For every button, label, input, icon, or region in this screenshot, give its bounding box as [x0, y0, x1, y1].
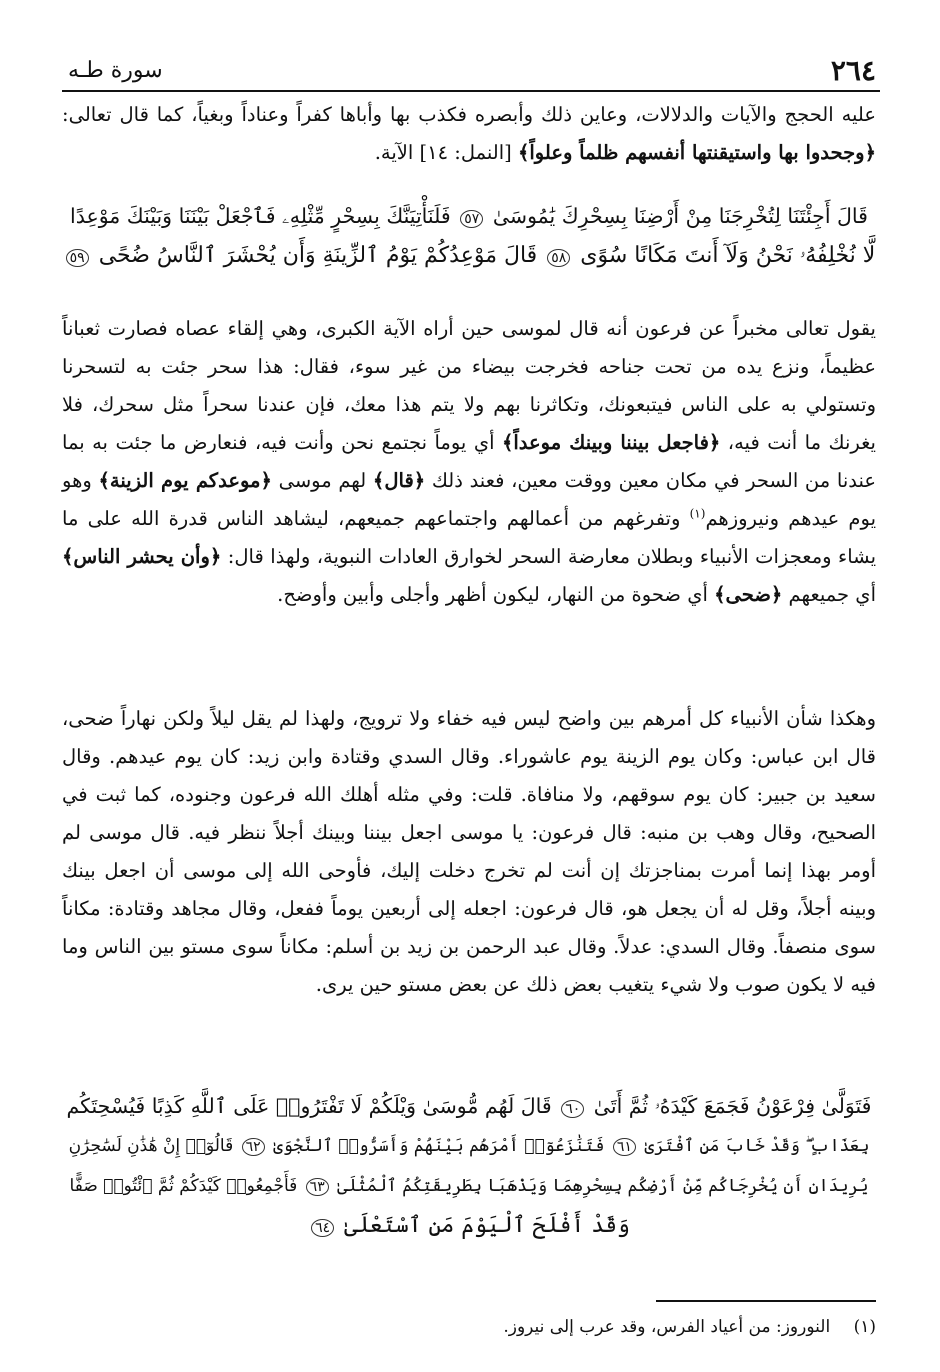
- ayah-marker-60: ٦٠: [561, 1100, 584, 1118]
- footnote: [300, 1314, 876, 1340]
- footnote-divider: [656, 1300, 876, 1302]
- paragraph-1: [62, 96, 876, 178]
- p2-quote-3: ﴿موعدكم يوم الزينة﴾: [98, 469, 272, 492]
- p2-text-2: أي يوماً نجتمع نحن وأنت فيه، فنعارض ما جئت به بما عندنا من السحر في مكان معين ووقت معين، فعند ذلك: [62, 431, 876, 492]
- paragraph-3: [62, 700, 876, 1068]
- verse-62: فَتَنَٰزَعُوٓا۟ أَمْرَهُم بَيْنَهُمْ وَأَسَرُّوا۟ ٱلنَّجْوَىٰ: [273, 1136, 605, 1156]
- p2-text-6: أي جميعهم: [782, 583, 876, 606]
- ayah-marker-59: ٥٩: [66, 249, 89, 267]
- p2-quote-1: ﴿فاجعل بيننا وبينك موعداً﴾: [501, 431, 721, 454]
- ayah-marker-63: ٦٣: [306, 1178, 329, 1196]
- verse-64-end: وَقَدْ أَفْلَحَ ٱلْيَوْمَ مَنِ ٱسْتَعْلَىٰ: [344, 1213, 630, 1238]
- quote-an-naml: ﴿وجحدوا بها واستيقنتها أنفسهم ظلماً وعلواً﴾: [517, 141, 876, 164]
- verse-61-end: بِعَذَابٍ ۖ وَقَدْ خَابَ مَنِ ٱفْتَرَىٰ: [644, 1136, 870, 1156]
- page-header: [62, 52, 880, 92]
- p2-text-3: لهم موسى: [271, 469, 373, 492]
- ayah-marker-62: ٦٢: [242, 1138, 265, 1156]
- surah-name: سورة طـه: [68, 58, 163, 83]
- verse-59: قَالَ مَوْعِدُكُمْ يَوْمُ ٱلزِّينَةِ وَأَن يُحْشَرَ ٱلنَّاسُ ضُحًى: [98, 243, 538, 268]
- verse-57: قَالَ أَجِئْتَنَا لِتُخْرِجَنَا مِنْ أَرْضِنَا بِسِحْرِكَ يَٰمُوسَىٰ: [492, 204, 868, 228]
- p2-quote-4: ﴿وأن يحشر الناس﴾: [62, 545, 222, 568]
- verse-64-start: فَأَجْمِعُوا۟ كَيْدَكُمْ ثُمَّ ٱئْتُوا۟ صَفًّا: [69, 1176, 298, 1196]
- verse-58-start: فَلَنَأْتِيَنَّكَ بِسِحْرٍ مِّثْلِهِۦ فَٱجْعَلْ بَيْنَنَا وَبَيْنَكَ مَوْعِدًا: [70, 204, 451, 228]
- ayah-marker-64: ٦٤: [311, 1219, 334, 1237]
- p2-text-5: وتفرغهم من أعمالهم واجتماعهم جميعهم، ليشاهد الناس قدرة الله على ما يشاء ومعجزات الأنبياء وبطلان معارضة السحر لخوارق العادات النبوية، ولهذا قال:: [62, 507, 876, 568]
- p2-text-7: أي ضحوة من النهار، ليكون أظهر وأجلى وأبين وأوضح.: [277, 583, 715, 606]
- verse-63-end: يُرِيدَانِ أَن يُخْرِجَاكُم مِّنْ أَرْضِكُم بِسِحْرِهِمَا وَيَذْهَبَا بِطَرِيقَتِكُمُ ٱلْمُثْلَىٰ: [337, 1176, 869, 1196]
- verse-60: فَتَوَلَّىٰ فِرْعَوْنُ فَجَمَعَ كَيْدَهُۥ ثُمَّ أَتَىٰ: [593, 1094, 872, 1118]
- paragraph-1-text-b: [النمل: ١٤] الآية.: [374, 141, 518, 164]
- ayah-marker-57: ٥٧: [460, 210, 483, 228]
- p2-quote-2: ﴿قال﴾: [372, 469, 426, 492]
- p2-text-1: يقول تعالى مخبراً عن فرعون أنه قال لموسى حين أراه الآية الكبرى، وهي إلقاء عصاه فصارت ثعباناً عظيماً، ونزع يده من تحت جناحه فخرجت بيضاء من غير سوء، فقال: هذا سحر جئت به لتسحرنا وتستولي به على الناس فيتبعونك، وتكاثرنا بهم ولا يتم هذا معك، فإن عندنا سحراً مثل سحرك، فلا يغرنك ما أنت فيه،: [62, 317, 876, 454]
- ayah-marker-61: ٦١: [613, 1138, 636, 1156]
- page-number: ٢٦٤: [830, 54, 876, 87]
- p2-quote-5: ﴿ضحى﴾: [714, 583, 783, 606]
- p2-text-4: وهو يوم عيدهم ونيروزهم: [62, 469, 877, 530]
- paragraph-1-text-a: عليه الحجج والآيات والدلالات، وعاين ذلك وأبصره فكذب بها وأباها كفراً وعناداً وبغياً، كما قال تعالى:: [62, 103, 876, 126]
- footnote-number: (١): [853, 1317, 876, 1337]
- footnote-reference[interactable]: (١): [689, 506, 706, 521]
- paragraph-3-text: وهكذا شأن الأنبياء كل أمرهم بين واضح ليس فيه خفاء ولا ترويج، ولهذا لم يقل ليلاً ولكن نهاراً ضحى، قال ابن عباس: وكان يوم الزينة يوم عاشوراء. وقال السدي وقتادة وابن زيد: كان يوم عيدهم. وقال سعيد بن جبير: كان يوم سوقهم، ولا منافاة. قلت: وفي مثله أهلك الله فرعون وجنوده، كما ثبت في الصحيح، وقال وهب بن منبه: قال فرعون: يا موسى اجعل بيننا وبينك أجلاً ننظر فيه. قال موسى لم أومر بهذا إنما أمرت بمناجزتك إن أنت لم تخرج دخلت إليك، فأوحى الله إلى موسى أن اجعل بينك وبينه أجلاً، وقل له أن يجعل هو، قال فرعون: اجعله إلى أربعين يوماً ففعل، وقال مجاهد وقتادة: مكاناً سوى منصفاً. وقال السدي: عدلاً. وقال عبد الرحمن بن زيد بن أسلم: مكاناً سوى مستو بين الناس وما فيه لا يكون صوب ولا شيء يتغيب بعض ذلك عن بعض مستو حين يرى.: [62, 707, 876, 996]
- quran-verses-60-64: [62, 1086, 876, 1262]
- verse-58-end: لَّا نُخْلِفُهُۥ نَحْنُ وَلَآ أَنتَ مَكَانًا سُوًى: [580, 243, 876, 268]
- paragraph-2: [62, 310, 876, 682]
- ayah-marker-58: ٥٨: [547, 249, 570, 267]
- quran-verses-57-59: [62, 196, 876, 292]
- footnote-text: النوروز: من أعياد الفرس، وقد عرب إلى نيروز.: [503, 1317, 831, 1337]
- verse-63-start: قَالُوٓا۟ إِنْ هَٰذَٰنِ لَسَٰحِرَٰنِ: [68, 1136, 234, 1156]
- verse-61-start: قَالَ لَهُم مُّوسَىٰ وَيْلَكُمْ لَا تَفْتَرُوا۟ عَلَى ٱللَّهِ كَذِبًا فَيُسْحِتَكُم: [66, 1094, 552, 1118]
